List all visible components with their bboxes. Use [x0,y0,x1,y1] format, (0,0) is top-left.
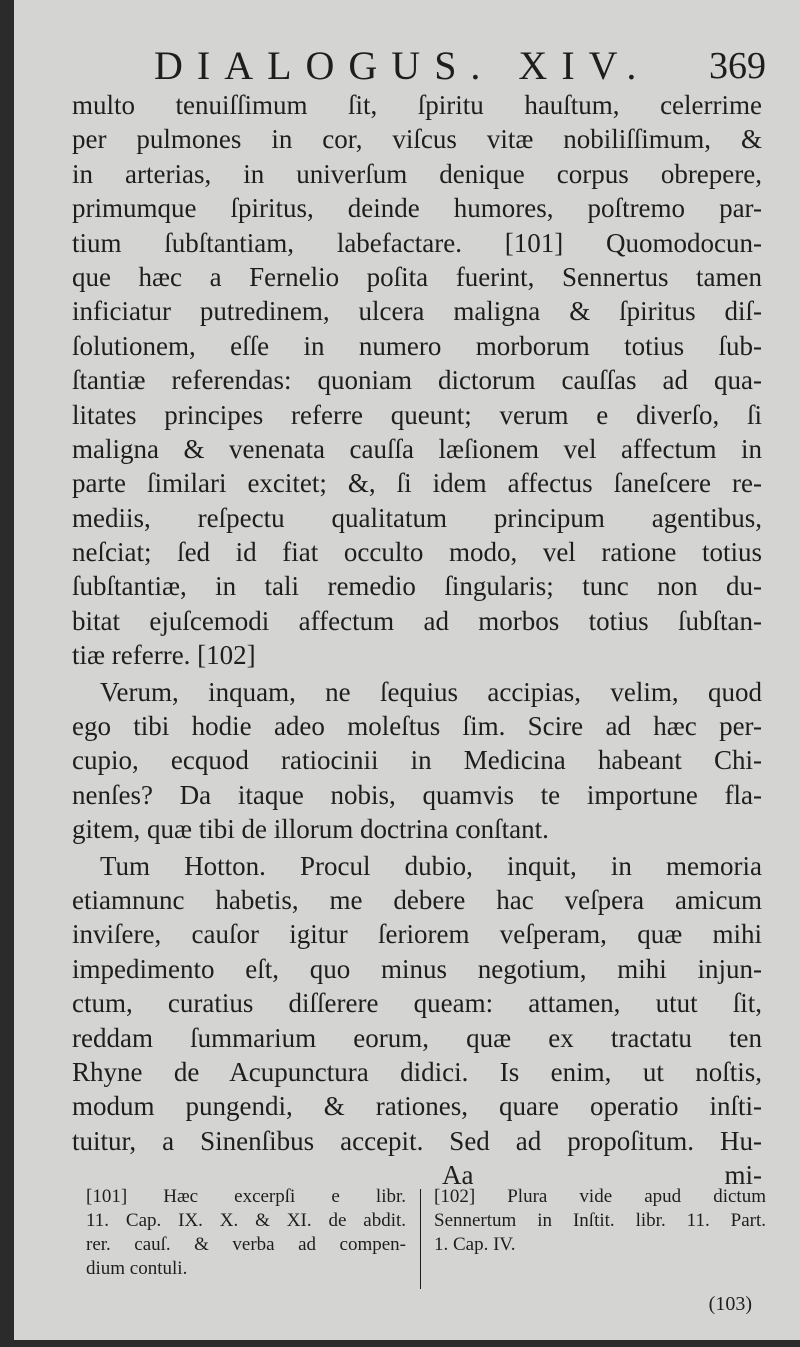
text-line: maligna & venenata cauſſa læſionem vel affectum in [72,433,762,464]
footnote-line: Sennertum in Inſtit. libr. 11. Part. [434,1210,766,1231]
page-number: 369 [709,45,766,87]
text-line: Tum Hotton. Procul dubio, inquit, in memoria [100,850,762,881]
book-page [14,0,800,1340]
text-line: parte ſimilari excitet; &, ſi idem affectus ſaneſcere re- [72,468,762,499]
text-line: nenſes? Da itaque nobis, quamvis te importune fla- [72,779,762,810]
text-line: ſolutionem, eſſe in numero morborum totius ſub- [72,330,762,361]
text-line: multo tenuiſſimum ſit, ſpiritu hauſtum, celerrime [72,90,762,120]
paragraph [72,88,762,673]
sheet-number: (103) [708,1293,752,1315]
text-line: primumque ſpiritus, deinde humores, poſtremo par- [72,193,762,224]
text-line: neſciat; ſed id fiat occulto modo, vel ratione totius [72,537,762,568]
text-line: modum pungendi, & rationes, quare operatio inſti- [72,1091,762,1122]
text-line: Rhyne de Acupunctura didici. Is enim, ut noſtis, [72,1056,762,1087]
footnote-line: [102] Plura vide apud dictum [434,1186,766,1207]
text-line: impedimento eſt, quo minus negotium, mihi injun- [72,953,762,984]
text-line: inficiatur putredinem, ulcera maligna & ſpiritus diſ- [72,296,762,327]
text-line: cupio, ecquod ratiocinii in Medicina habeant Chi- [72,745,762,776]
text-line: bitat ejuſcemodi affectum ad morbos totius ſubſtan- [72,605,762,636]
text-line: mediis, reſpectu qualitatum principum agentibus, [72,502,762,533]
paragraph [72,675,762,847]
catchword: mi- [724,1160,762,1191]
footnotes [86,1185,766,1295]
signature-mark: Aa [442,1160,474,1191]
text-line: reddam ſummarium eorum, quæ ex tractatu ten [72,1022,762,1053]
text-line: Verum, inquam, ne ſequius accipias, velim, quod [100,676,762,707]
text-line: litates principes referre queunt; verum e diverſo, ſi [72,399,762,430]
text-line: ſubſtantiæ, in tali remedio ſingularis; tunc non du- [72,571,762,602]
text-line: tuitur, a Sinenſibus accepit. Sed ad propoſitum. Hu- [72,1125,762,1156]
text-line: per pulmones in cor, viſcus vitæ nobiliſſimum, & [72,124,762,155]
footnote-line: dium contuli. [86,1258,188,1279]
text-line: que hæc a Fernelio poſita fuerint, Sennertus tamen [72,261,762,292]
footnote-102 [434,1185,766,1257]
running-head [14,40,774,92]
footnote-line: 1. Cap. IV. [434,1234,516,1255]
text-line: gitem, quæ tibi de illorum doctrina conſtant. [72,814,549,845]
text-line: etiamnunc habetis, me debere hac veſpera amicum [72,884,762,915]
text-line: in arterias, in univerſum denique corpus obrepere, [72,158,762,189]
text-line: ſtantiæ referendas: quoniam dictorum cauſſas ad qua- [72,365,762,396]
footnote-101 [86,1185,406,1281]
text-line: tiæ referre. [102] [72,640,256,671]
text-line: inviſere, cauſor igitur ſeriorem veſperam, quæ mihi [72,919,762,950]
paragraph [72,849,762,1159]
text-line: tium ſubſtantiam, labefactare. [101] Quomodocun- [72,227,762,258]
footnote-line: [101] Hæc excerpſi e libr. [86,1186,406,1207]
footnote-line: 11. Cap. IX. X. & XI. de abdit. [86,1210,406,1231]
main-text [72,88,762,1193]
footnote-column-rule [420,1189,421,1289]
text-line: ego tibi hodie adeo moleſtus ſim. Scire ad hæc per- [72,711,762,742]
footnote-line: rer. cauſ. & verba ad compen- [86,1234,406,1255]
running-head-title: DIALOGUS. XIV. [154,43,651,88]
text-line: ctum, curatius diſſerere queam: attamen, utut ſit, [72,988,762,1019]
